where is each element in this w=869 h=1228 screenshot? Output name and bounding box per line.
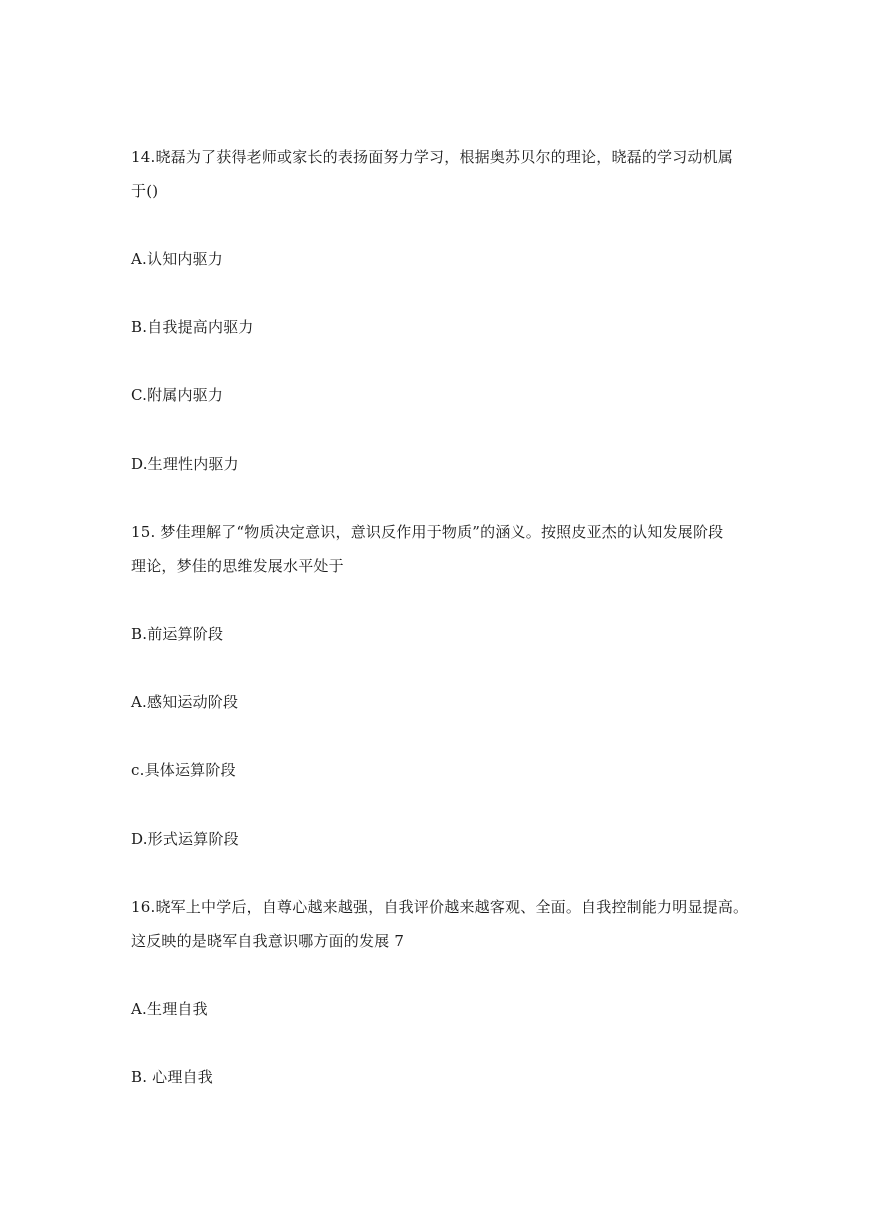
question-14-option-d: D.生理性内驱力 (131, 455, 239, 473)
question-15-option-2: A.感知运动阶段 (131, 693, 239, 711)
question-15-stem-line-2: 理论，梦佳的思维发展水平处于 (131, 557, 344, 575)
question-15-option-1: B.前运算阶段 (131, 625, 224, 643)
question-15-option-4: D.形式运算阶段 (131, 830, 239, 848)
question-16-stem-line-1: 16.晓军上中学后，自尊心越来越强，自我评价越来越客观、全面。自我控制能力明显提高。 (131, 898, 749, 916)
question-15-stem-line-1: 15. 梦佳理解了“物质决定意识，意识反作用于物质”的涵义。按照皮亚杰的认知发展阶段 (131, 523, 724, 541)
question-14-stem-line-1: 14.晓磊为了获得老师或家长的表扬面努力学习，根据奥苏贝尔的理论，晓磊的学习动机属 (131, 148, 734, 166)
question-14-option-c: C.附属内驱力 (131, 386, 224, 404)
question-14-option-a: A.认知内驱力 (131, 250, 224, 268)
question-16-stem-line-2: 这反映的是晓军自我意识哪方面的发展 7 (131, 932, 405, 950)
question-14-stem-line-2: 于() (131, 182, 159, 200)
question-15-option-3: c.具体运算阶段 (131, 761, 236, 779)
question-14-option-b: B.自我提高内驱力 (131, 318, 254, 336)
question-16-option-b: B. 心理自我 (131, 1068, 213, 1086)
question-16-option-a: A.生理自我 (131, 1000, 208, 1018)
